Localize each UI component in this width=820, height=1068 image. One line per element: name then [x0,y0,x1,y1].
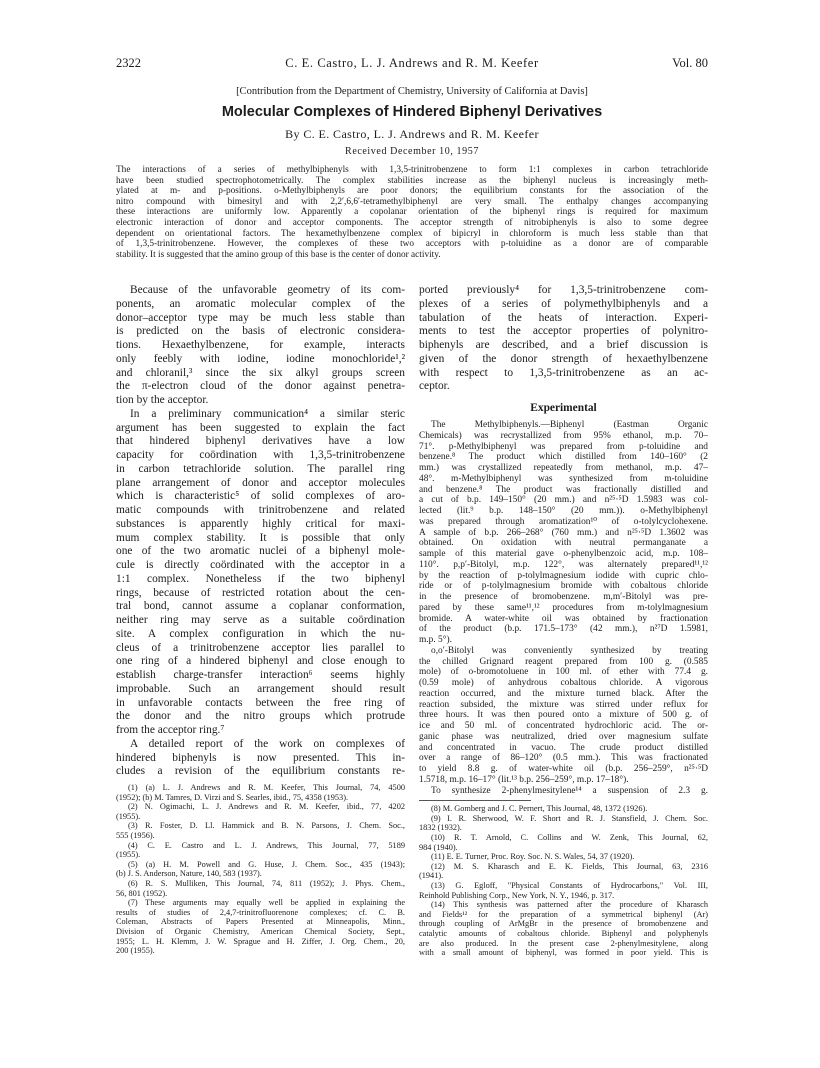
footnote-line: (8) M. Gomberg and J. C. Pernert, This Journal, 48, 1372 (1926). [431,804,648,814]
running-head [116,56,708,70]
text-line: ride or of p-tolylmagnesium bromide with cobaltous chloride [419,581,708,592]
footnote-line: (1) (a) L. J. Andrews and R. M. Keefer, This Journal, 74, 4500 [128,783,405,792]
text-line: sample of this material gave o-phenylbenzoic acid, m.p. 108– [419,549,708,559]
footnote-line: (4) C. E. Castro and L. J. Andrews, This Journal, 77, 5189 [128,840,405,850]
abstract-line: these interactions are uniformly low. Apparently a copolanar orientation of the biphenyl rings is required for maximum [116,207,708,218]
text-line: lected (lit.⁹ b.p. 148–150° (20 mm.)). o-Methylbiphenyl [419,506,708,516]
text-line: obtained. On oxidation with neutral permanganate a [419,538,708,549]
text-line: and benzene.⁸ The product was fractionally distilled and [419,484,708,495]
text-line: that hindered biphenyl derivatives have a low [116,435,405,448]
text-line: by the reaction of p-tolylmagnesium iodide with cupric chlo- [419,570,708,581]
footnote-line: (10) R. T. Arnold, C. Collins and W. Zenk, This Journal, 62, [431,833,708,843]
text-line: of the product (b.p. 171.5–173° (42 mm.), n²⁷D 1.5981, [419,624,708,635]
footnote-line: 200 (1955). [116,946,155,956]
footnote-line: catalytic amounts of cobaltous chloride. Biphenyl and polyphenyls [419,928,708,938]
text-line: tral bond, cannot assume a coplanar conformation, [116,600,405,613]
text-line: is predicted on the basis of electronic considera- [116,325,405,338]
footnote-line: 984 (1940). [419,842,458,852]
footnote-line: (11) E. E. Turner, Proc. Roy. Soc. N. S. Wales, 54, 37 (1920). [431,852,635,862]
text-line: which is characteristic⁵ of solid complexes of aro- [116,490,405,503]
text-line: improbable. Such an arrangement should result [116,682,405,695]
section-heading-experimental: Experimental [530,402,597,414]
text-line: given of the donor strength of hexaethylbenzene [419,352,708,365]
text-line: the chilled Grignard reagent prepared from 100 g. (0.585 [419,656,708,667]
text-line: bromide. A water-white oil was obtained by fractionation [419,613,708,624]
text-line: m.p. 5°). [419,635,452,645]
text-line: and chloranil,³ since the six alkyl groups screen [116,366,405,379]
text-line: capacity for coördination with 1,3,5-trinitrobenzene [116,449,405,461]
text-line: matic compounds with trinitrobenzene and related [116,504,405,516]
footnote-line: (1955). [116,811,141,821]
left-column [116,284,405,956]
experimental-paragraph-1 [419,420,708,646]
right-column [419,284,708,958]
intro-paragraph-2 [116,408,405,738]
text-line: only feebly with iodine, iodine monochloride¹,² [116,352,405,365]
footnote-line: results of studies of 2,4,7-trinitrofluorenone complexes; cf. C. B. [116,907,405,917]
text-line: donor–acceptor type may be much less stable than [116,311,405,324]
text-line: the donor and the nitro groups which protrude [116,710,405,723]
text-line: with respect to 1,3,5-trinitrobenzene as an ac- [419,366,708,379]
footnote-line: (1941). [419,871,444,881]
footnote-line: (14) This synthesis was patterned after the procedure of Kharasch [431,900,708,910]
contribution-line: [Contribution from the Department of Chemistry, University of California at Davis] [236,86,588,97]
abstract-line: ylated at m- and p-positions. o-Methylbiphenyls are poor donors; the equilibrium constants for the association of the [116,186,708,197]
text-line: 1:1 complex. Nonetheless if the two biphenyl [116,572,405,585]
text-line: was prepared through aromatization¹⁰ of o-tolylcyclohexene. [419,516,708,527]
footnote-line: (3) R. Foster, D. Ll. Hammick and B. N. Parsons, J. Chem. Soc., [128,821,405,831]
abstract-line: nitro compound with bimesityl and with 2,2′,6,6′-tetramethylbiphenyl are very small. The enthalpy changes accompanying [116,196,708,207]
text-line: in unfavorable contacts between the free ring of [116,696,405,709]
volume-number: Vol. 80 [672,56,708,70]
text-line: mm.) was crystallized repeatedly from methanol, m.p. 47– [419,463,708,473]
footnote-line: Division of Organic Chemistry, American Chemical Society, Sept., [116,926,405,936]
intro-continuation [419,284,708,394]
text-line: In a preliminary communication⁴ a similar steric [130,407,405,420]
text-line: A sample of b.p. 266–268° (760 mm.) and n²⁵·⁵D 1.3602 was [419,527,708,538]
text-line: reaction occurred, and the mixture turned black. After the [419,688,708,699]
footnote-line: 555 (1956). [116,830,155,840]
footnote-line: (12) M. S. Kharasch and E. K. Fields, This Journal, 63, 2316 [431,861,708,871]
text-line: biphenyls are described, and a brief discussion is [419,339,708,351]
text-line: 1.5718, m.p. 16–17° (lit.¹³ b.p. 256–259°, m.p. 17–18°). [419,774,629,785]
text-line: 48°. m-Methylbiphenyl was synthesized from m-toluidine [419,473,708,484]
footnote-line: with a small amount of biphenyl, was formed in poor yield. This is [419,948,708,958]
text-line: substances is apparently highly critical for maxi- [116,517,405,530]
text-line: benzene.⁸ The product which distilled from 140–160° (2 [419,452,708,463]
intro-paragraph-1 [116,284,405,408]
text-line: and concentrated in vacuo. The crude product distilled [419,742,708,753]
text-line: ported previously⁴ for 1,3,5-trinitrobenzene com- [419,284,708,296]
footnote-divider [419,800,531,801]
text-line: A detailed report of the work on complexes of [130,737,405,750]
text-line: The Methylbiphenyls.—Biphenyl (Eastman Organic [431,420,708,430]
text-line: Chemicals) was recrystallized from 95% ethanol, m.p. 70– [419,430,708,441]
abstract-line: of 1,3,5-trinitrobenzene. However, the complexes of these two acceptors with p-toluidine as a donor are of comparable [116,239,708,250]
footnote-line: 56, 801 (1952). [116,888,168,898]
footnote-line: Reinhold Publishing Corp., New York, N. Y., 1946, p. 317. [419,890,615,900]
text-line: 71°. p-Methylbiphenyl was prepared from p-toluidine and [419,441,708,452]
abstract-line: stability. It is suggested that the amino group of this base is the center of donor activity. [116,249,441,260]
footnote-line: (13) G. Egloff, "Physical Constants of Hydrocarbons," Vol. III, [431,881,708,890]
footnotes-left [116,783,405,956]
text-line: the π-electron cloud of the donor against penetra- [116,380,405,393]
text-line: plane arrangement of donor and acceptor molecules [116,476,405,489]
footnote-line: (b) J. S. Anderson, Nature, 140, 583 (1937). [116,869,262,879]
text-line: pared by these same¹¹,¹² procedures from m-tolylmagnesium [419,602,708,613]
text-line: ceptor. [419,380,450,393]
footnote-line: (2) N. Ogimachi, L. J. Andrews and R. M. Keefer, ibid., 77, 4202 [128,802,405,812]
byline: By C. E. Castro, L. J. Andrews and R. M. Keefer [285,127,539,141]
text-line: rings, because of restricted rotation about the cen- [116,586,405,599]
abstract-line: electronic interaction of donor and acceptor components. The acceptor strength of nitrobiphenyls is also to some degree [116,217,708,228]
footnote-line: (9) I. R. Sherwood, W. F. Short and R. J. Stansfield, J. Chem. Soc. [431,813,708,823]
abstract-line: dependent on orientational factors. The hexamethylbenzene complex of bipicryl in chloroform is much less stable than that [116,228,708,239]
text-line: (0.59 mole) of anhydrous cobaltous chloride. A vigorous [419,678,708,688]
text-line: mum complex stability. It is possible that only [116,531,405,544]
text-line: hindered biphenyls is now presented. This in- [116,751,405,764]
footnote-line: (7) These arguments may equally well be applied in explaining the [128,898,405,908]
abstract [116,165,708,260]
intro-paragraph-3 [116,738,405,779]
text-line: tabulation of the heats of interaction. Experi- [419,311,708,324]
text-line: Because of the unfavorable geometry of its com- [130,284,405,296]
text-line: to yield 8.8 g. of water-white oil (b.p. 256–259°, n²⁵·⁵D [419,764,708,774]
text-line: from the acceptor ring.⁷ [116,724,225,736]
text-line: three hours. It was then poured onto a mixture of 500 g. of [419,710,708,721]
text-line: argument has been suggested to explain the fact [116,421,405,434]
experimental-paragraph-2 [419,646,708,786]
text-line: ponents, an aromatic molecular complex of the [116,297,405,310]
text-line: tion by the acceptor. [116,394,209,406]
footnote-line: are also produced. In the present case 2-phenylmesitylene, along [419,938,708,948]
text-line: ice and 50 ml. of concentrated hydrochloric acid. The or- [419,721,708,731]
text-line: 110°. p,p′-Bitolyl, m.p. 122°, was alternately prepared¹¹,¹² [419,559,708,570]
text-line: mole) of o-bromotoluene in 100 ml. of ether with 77.4 g. [419,667,708,678]
text-line: in carbon tetrachloride solution. The parallel ring [116,462,405,475]
text-line: neither ring may serve as a suitable coördination [116,614,405,626]
footnote-line: Coleman, Abstracts of Papers Presented at Minneapolis, Minn., [116,917,405,927]
footnote-line: 1832 (1932). [419,823,462,833]
text-line: plexes of a series of polymethylbiphenyls and a [419,297,708,310]
footnote-line: (1952); (b) M. Tamres, D. Virzi and S. Searles, ibid., 75, 4358 (1953). [116,792,349,802]
received-date: Received December 10, 1957 [345,146,479,157]
text-line: cludes a revision of the equilibrium constants re- [116,765,405,778]
footnote-line: 1955; L. H. Klemm, J. W. Sprague and H. Ziffer, J. Org. Chem., 20, [116,936,405,946]
text-line: To synthesize 2-phenylmesitylene¹⁴ a suspension of 2.3 g. [431,785,708,796]
text-line: ments to test the acceptor properties of polynitro- [419,325,708,338]
text-line: reaction subsided, the mixture was stirred under reflux for [419,699,708,710]
text-line: cule is directly coördinated with the acceptor in a [116,559,405,571]
text-line: a cut of b.p. 149–150° (20 mm.) and n²⁵·⁵D 1.5983 was col- [419,495,708,506]
footnote-line: (5) (a) H. M. Powell and G. Huse, J. Chem. Soc., 435 (1943); [128,859,405,869]
abstract-line: The interactions of a series of methylbiphenyls with 1,3,5-trinitrobenzene to form 1:1 complexes in carbon tetrachloride [116,165,708,175]
text-line: in the presence of bromobenzene. m,m′-Bitolyl was pre- [419,592,708,602]
footnote-line: through coupling of ArMgBr in the presence of bromobenzene and [419,919,708,929]
text-line: establish charge-transfer interaction⁶ seems highly [116,669,405,681]
text-line: ganic phase was neutralized, dried over magnesium sulfate [419,731,708,742]
footnote-line: (6) R. S. Mulliken, This Journal, 74, 811 (1952); J. Phys. Chem., [128,878,405,888]
text-line: tions. Hexaethylbenzene, for example, interacts [116,339,405,351]
text-line: one ring of a hindered biphenyl and close enough to [116,655,405,668]
footnotes-right [419,804,708,958]
abstract-line: have been studied spectrophotometrically. The complex stabilities increase as the biphenyl nucleus is increasingly meth- [116,175,708,186]
experimental-paragraph-3 [419,786,708,797]
text-line: over a range of 86–120° (0.5 mm.). This was fractionated [419,753,708,764]
footnote-line: (1955). [116,850,141,860]
text-line: cleus of a trinitrobenzene acceptor lies parallel to [116,641,405,654]
page-number: 2322 [116,56,141,70]
article-title: Molecular Complexes of Hindered Biphenyl Derivatives [221,104,603,120]
text-line: o,o′-Bitolyl was conveniently synthesized by treating [431,645,708,656]
text-line: one of the two aromatic nuclei of a biphenyl mole- [116,545,405,558]
footnote-line: and Fields¹² for the preparation of a symmetrical biphenyl (Ar) [419,909,708,919]
text-line: site. A complex configuration in which the nu- [116,627,405,640]
running-head-authors: C. E. Castro, L. J. Andrews and R. M. Keefer [285,56,539,70]
